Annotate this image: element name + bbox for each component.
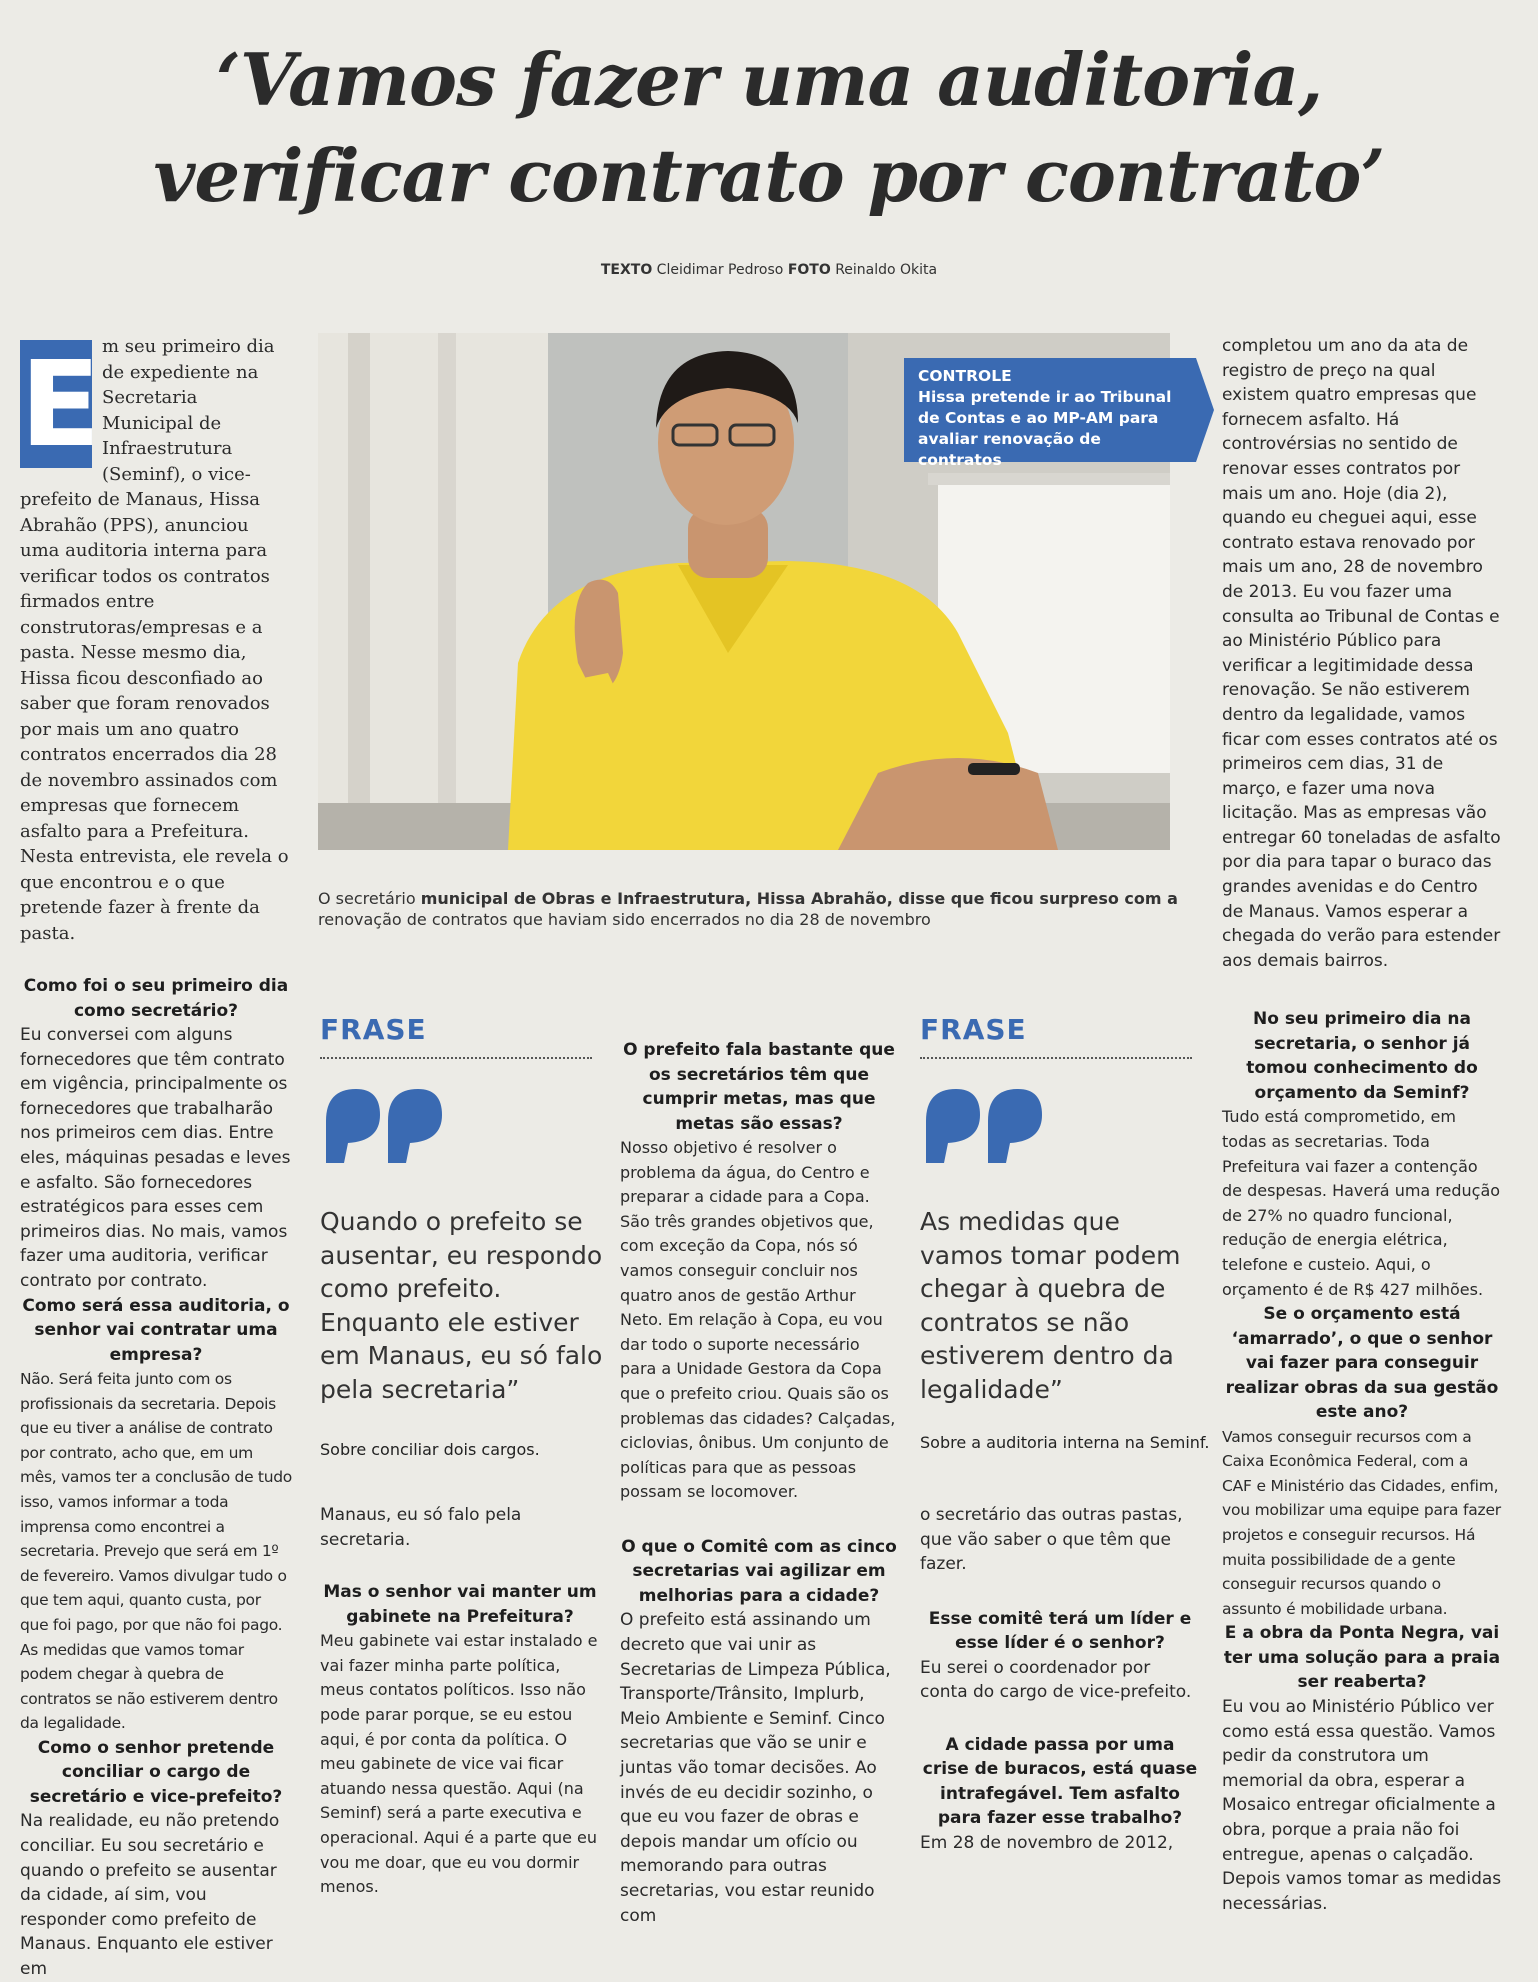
pull-quote: Quando o prefeito se ausentar, eu respondo como prefeito. Enquanto ele estiver em Manaus, eu só falo pela secretaria” xyxy=(320,1207,603,1404)
quote-marks-icon xyxy=(918,1085,1050,1165)
drop-cap: E xyxy=(20,335,101,473)
caption-text: O secretário xyxy=(318,889,416,908)
question: No seu primeiro dia na secretaria, o senhor já tomou conhecimento do orçamento da Seminf? xyxy=(1246,1009,1478,1103)
question: Esse comitê terá um líder e esse líder é o senhor? xyxy=(928,1608,1192,1654)
author-name: Cleidimar Pedroso xyxy=(656,262,784,278)
question: E a obra da Ponta Negra, vai ter uma solução para a praia ser reaberta? xyxy=(1223,1623,1501,1693)
divider xyxy=(920,1057,1192,1059)
column-3 xyxy=(620,1024,898,1928)
question: Mas o senhor vai manter um gabinete na Prefeitura? xyxy=(323,1582,597,1627)
intro-text: m seu primeiro dia de expediente na Secretaria Municipal de Infraestrutura (Seminf), o vice-prefeito de Manaus, Hissa Abrahão (PPS), anunciou uma auditoria interna para verificar todos os contratos firmados entre construtoras/empresas e a pasta. Nesse mesmo dia, Hissa ficou desconfiado ao saber que foram renovados por mais um ano quatro contratos encerrados dia 28 de novembro assinados com empresas que fornecem asfalto para a Prefeitura. Nesta entrevista, ele revela o que encontrou e o que pretende fazer à frente da pasta. xyxy=(20,336,289,944)
question: Como o senhor pretende conciliar o cargo de secretário e vice-prefeito? xyxy=(29,1737,283,1807)
answer: Em 28 de novembro de 2012, xyxy=(920,1832,1174,1853)
photo-callout xyxy=(904,358,1196,469)
answer: O prefeito está assinando um decreto que vai unir as Secretarias de Limpeza Pública, Transporte/Trânsito, Implurb, Meio Ambiente e Seminf. Cinco secretarias que vão se unir e juntas vão tomar decisões. Ao invés de eu decidir sozinho, o que eu vou fazer de obras e depois mandar um ofício ou memorando para outras secretarias, vou estar reunido com xyxy=(620,1610,891,1926)
pull-quote-source: Sobre a auditoria interna na Seminf. xyxy=(920,1433,1210,1452)
quote-marks-icon xyxy=(318,1085,450,1165)
photo-caption xyxy=(318,888,1178,930)
column-2 xyxy=(320,1503,600,1900)
answer: Meu gabinete vai estar instalado e vai fazer minha parte política, meus contatos políticos. Isso não pode parar porque, se eu estou aqui, é por conta da política. O meu gabinete de vice vai ficar atuando nessa questão. Aqui (na Seminf) será a parte executiva e operacional. Aqui é a parte que eu vou me doar, que eu vou dormir menos. xyxy=(320,1631,598,1897)
texto-label: TEXTO xyxy=(600,262,653,278)
question: A cidade passa por uma crise de buracos, está quase intrafegável. Tem asfalto para fazer esse trabalho? xyxy=(922,1734,1198,1829)
divider xyxy=(320,1057,592,1059)
question: Como foi o seu primeiro dia como secretário? xyxy=(23,976,289,1021)
answer-continuation: Manaus, eu só falo pela secretaria. xyxy=(320,1505,522,1550)
caption-bold-text: municipal de Obras e Infraestrutura, Hissa Abrahão, disse que ficou surpreso com a xyxy=(420,889,1178,908)
pull-quote-source: Sobre conciliar dois cargos. xyxy=(320,1440,540,1459)
foto-label: FOTO xyxy=(787,262,831,278)
photographer-name: Reinaldo Okita xyxy=(835,262,938,278)
question: Como será essa auditoria, o senhor vai contratar uma empresa? xyxy=(22,1295,290,1365)
answer: Não. Será feita junto com os profissionais da secretaria. Depois que eu tiver a análise de contrato por contrato, acho que, em um mês, vamos ter a conclusão de tudo isso, vamos informar a toda imprensa como encontrei a secretaria. Prevejo que será em 1º de fevereiro. Vamos divulgar tudo o que tem aqui, quanto custa, por que foi pago, por que não foi pago. As medidas que vamos tomar podem chegar à quebra de contratos se não estiverem dentro da legalidade. xyxy=(20,1370,292,1733)
frase-title: FRASE xyxy=(320,1013,427,1046)
answer: Na realidade, eu não pretendo conciliar. Eu sou secretário e quando o prefeito se ausentar da cidade, aí sim, vou responder como prefeito de Manaus. Enquanto ele estiver em xyxy=(20,1811,280,1979)
frase-title: FRASE xyxy=(920,1013,1027,1046)
headline xyxy=(0,32,1538,224)
question: O prefeito fala bastante que os secretários têm que cumprir metas, mas que metas são essas? xyxy=(623,1040,895,1134)
answer: Tudo está comprometido, em todas as secretarias. Toda Prefeitura vai fazer a contenção de despesas. Haverá uma redução de 27% no quadro funcional, redução de energia elétrica, telefone e custeio. Aqui, o orçamento é de R$ 427 milhões. xyxy=(1222,1107,1501,1299)
column-5 xyxy=(1222,334,1502,1916)
answer-continuation: completou um ano da ata de registro de preço na qual existem quatro empresas que fornecem asfalto. Há controvérsias no sentido de renovar esses contratos por mais um ano. Hoje (dia 2), quando eu cheguei aqui, esse contrato estava renovado por mais um ano, 28 de novembro de 2013. Eu vou fazer uma consulta ao Tribunal de Contas e ao Ministério Público para verificar a legitimidade dessa renovação. Se não estiverem dentro da legalidade, vamos ficar com esses contratos até os primeiros cem dias, 31 de março, e fazer uma nova licitação. Mas as empresas vão entregar 60 toneladas de asfalto por dia para tapar o buraco das grandes avenidas e do Centro de Manaus. Vamos esperar a chegada do verão para estender aos demais bairros. xyxy=(1222,336,1501,971)
question: Se o orçamento está ‘amarrado’, o que o senhor vai fazer para conseguir realizar obras da sua gestão este ano? xyxy=(1225,1304,1499,1423)
headline-line-1: ‘Vamos fazer uma auditoria, xyxy=(215,37,1323,122)
byline xyxy=(0,262,1538,278)
headline-line-2: verificar contrato por contrato’ xyxy=(153,133,1385,218)
answer: Nosso objetivo é resolver o problema da água, do Centro e preparar a cidade para a Copa. São três grandes objetivos que, com exceção da Copa, nós só vamos conseguir concluir nos quatro anos de gestão Arthur Neto. Em relação à Copa, eu vou dar todo o suporte necessário para a Unidade Gestora da Copa que o prefeito criou. Quais são os problemas das cidades? Calçadas, ciclovias, ônibus. Um conjunto de políticas para que as pessoas possam se locomover. xyxy=(620,1138,896,1502)
answer: Eu serei o coordenador por conta do cargo de vice-prefeito. xyxy=(920,1657,1192,1703)
intro-paragraph xyxy=(20,334,292,946)
answer: Eu conversei com alguns fornecedores que têm contrato em vigência, principalmente os fornecedores que trabalharão nos primeiros cem dias. Entre eles, máquinas pesadas e leves e asfalto. São fornecedores estratégicos para esses cem primeiros dias. No mais, vamos fazer uma auditoria, verificar contrato por contrato. xyxy=(20,1025,291,1291)
answer: Eu vou ao Ministério Público ver como está essa questão. Vamos pedir da construtora um memorial da obra, esperar a Mosaico entregar oficialmente a obra, porque a praia não foi entregue, apenas o calçadão. Depois vamos tomar as medidas necessárias. xyxy=(1222,1696,1502,1914)
callout-title: CONTROLE xyxy=(918,367,1012,385)
answer: Vamos conseguir recursos com a Caixa Econômica Federal, com a CAF e Ministério das Cidades, enfim, vou mobilizar uma equipe para fazer projetos e conseguir recursos. Há muita possibilidade de a gente conseguir recursos quando o assunto é mobilidade urbana. xyxy=(1222,1427,1501,1618)
caption-text: renovação de contratos que haviam sido encerrados no dia 28 de novembro xyxy=(318,910,931,929)
column-4 xyxy=(920,1503,1200,1856)
question: O que o Comitê com as cinco secretarias vai agilizar em melhorias para a cidade? xyxy=(621,1536,897,1606)
answer-continuation: o secretário das outras pastas, que vão saber o que têm que fazer. xyxy=(920,1505,1183,1575)
column-1 xyxy=(20,334,292,1982)
callout-text: Hissa pretende ir ao Tribunal de Contas e ao MP-AM para avaliar renovação de contratos xyxy=(918,388,1172,469)
pull-quote: As medidas que vamos tomar podem chegar à quebra de contratos se não estiverem dentro da legalidade” xyxy=(920,1207,1181,1404)
